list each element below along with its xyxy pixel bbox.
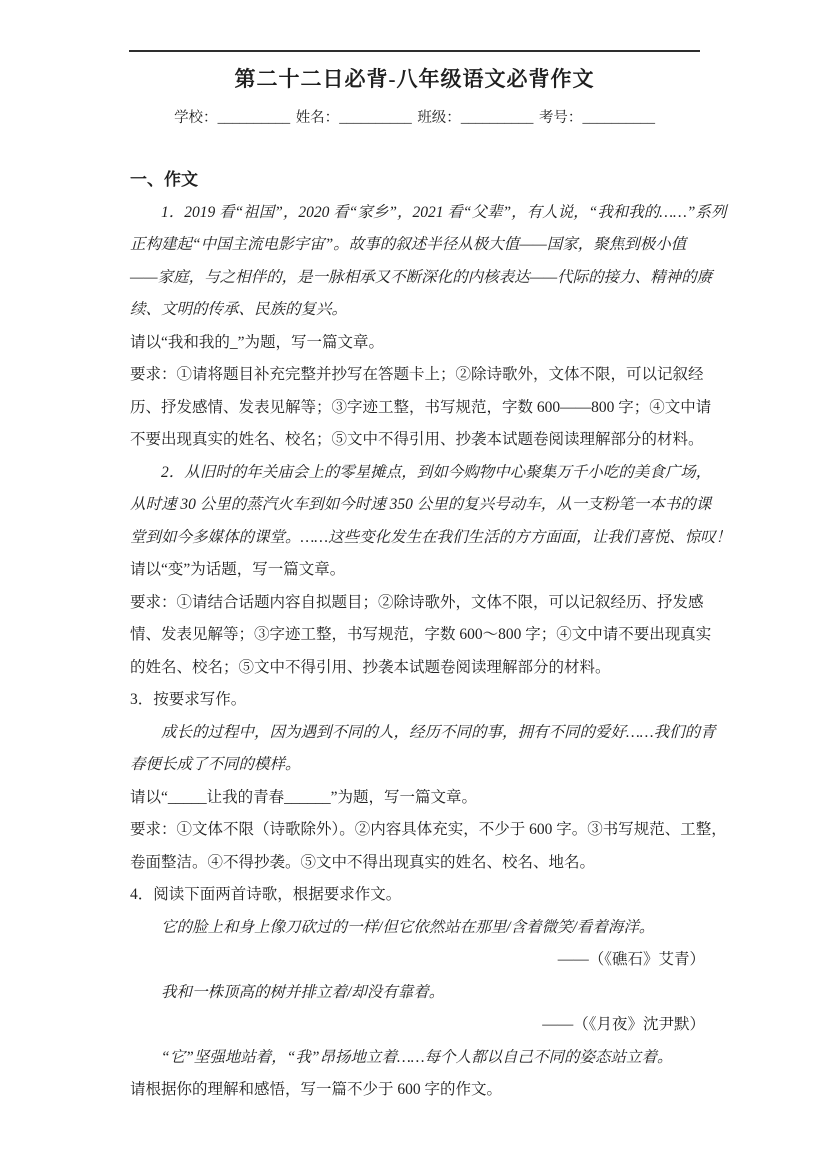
q3-requirements-line-1: 要求：①文体不限（诗歌除外）。②内容具体充实，不少于 600 字。③书写规范、工整， [130,821,727,838]
q3-prompt: 请以“_____让我的青春______”为题，写一篇文章。 [130,788,478,806]
q3-stimulus-line-1: 成长的过程中，因为遇到不同的人，经历不同的事，拥有不同的爱好……我们的青 [161,723,716,741]
exam-number-blank: __________ [582,110,655,126]
q2-stimulus-line-3: 堂到如今多媒体的课堂。……这些变化发生在我们生活的方方面面，让我们喜悦、惊叹！ [130,528,732,546]
q4-lead: 4．阅读下面两首诗歌，根据要求作文。 [130,886,402,903]
q1-requirements-line-3: 不要出现真实的姓名、校名；⑤文中不得引用、抄袭本试题卷阅读理解部分的材料。 [130,431,704,448]
q2-requirements-line-3: 的姓名、校名；⑤文中不得引用、抄袭本试题卷阅读理解部分的材料。 [130,658,611,676]
school-label: 学校： [174,110,218,126]
q4-poem2-line: 我和一株顶高的树并排立着/却没有靠着。 [161,983,445,1001]
name-blank: __________ [339,110,412,126]
q1-requirements-line-2: 历、抒发感情、发表见解等；③字迹工整，书写规范，字数 600——800 字；④文中请 [130,398,712,416]
q4-stimulus-line: “它”坚强地站着，“我”昂扬地立着……每个人都以自己不同的姿态站立着。 [161,1048,673,1066]
q1-requirements-line-1: 要求：①请将题目补充完整并抄写在答题卡上；②除诗歌外，文体不限，可以记叙经 [130,366,704,383]
school-blank: __________ [217,110,291,126]
school-field [174,110,290,126]
q2-stimulus-line-2: 从时速 30 公里的蒸汽火车到如今时速 350 公里的复兴号动车，从一支粉笔一本书的课 [130,496,712,513]
q1-stimulus-line-4: 续、文明的传承、民族的复兴。 [130,301,348,318]
exam-number-label: 考号： [538,110,583,126]
q4-prompt: 请根据你的理解和感悟，写一篇不少于 600 字的作文。 [130,1081,503,1098]
q3-lead: 3．按要求写作。 [130,691,247,708]
q4-poem1-attribution: ——（《礁石》艾青） [557,951,705,968]
q3-requirements-line-2: 卷面整洁。④不得抄袭。⑤文中不得出现真实的姓名、校名、地名。 [130,853,596,871]
class-field [417,110,533,126]
q4-poem2-attribution: ——（《月夜》沈尹默） [542,1016,705,1033]
name-field [296,110,412,126]
page-title: 第二十二日必背-八年级语文必背作文 [234,67,595,91]
q1-stimulus-line-1: 1．2019 看“祖国”，2020 看“家乡”，2021 看“父辈”，有人说，“我和我的……”系列 [161,203,727,221]
q2-requirements-line-2: 情、发表见解等；③字迹工整，书写规范，字数 600～800 字；④文中请不要出现真实 [130,626,712,643]
header-rule [129,50,700,52]
q2-stimulus-line-1: 2．从旧时的年关庙会上的零星摊点，到如今购物中心聚集万千小吃的美食广场， [161,463,712,481]
q1-prompt: 请以“我和我的_”为题，写一篇文章。 [130,333,385,351]
q2-prompt: 请以“变”为话题，写一篇文章。 [130,561,346,578]
q3-stimulus-line-2: 春便长成了不同的模样。 [130,756,301,773]
name-label: 姓名： [295,110,340,126]
exam-number-field [539,110,655,126]
class-label: 班级： [417,110,461,126]
section-heading: 一、作文 [130,170,198,189]
q4-poem1-line: 它的脸上和身上像刀砍过的一样/但它依然站在那里/含着微笑/看着海洋。 [161,918,655,936]
q2-requirements-line-1: 要求：①请结合话题内容自拟题目；②除诗歌外，文体不限，可以记叙经历、抒发感 [130,593,704,611]
q1-stimulus-line-3: ——家庭，与之相伴的，是一脉相承又不断深化的内核表达——代际的接力、精神的赓 [130,268,713,286]
exam-content [130,164,732,1107]
student-info-line [130,106,699,127]
class-blank: __________ [460,110,534,126]
q1-stimulus-line-2: 正构建起“中国主流电影宇宙”。故事的叙述半径从极大值——国家，聚焦到极小值 [130,236,687,253]
